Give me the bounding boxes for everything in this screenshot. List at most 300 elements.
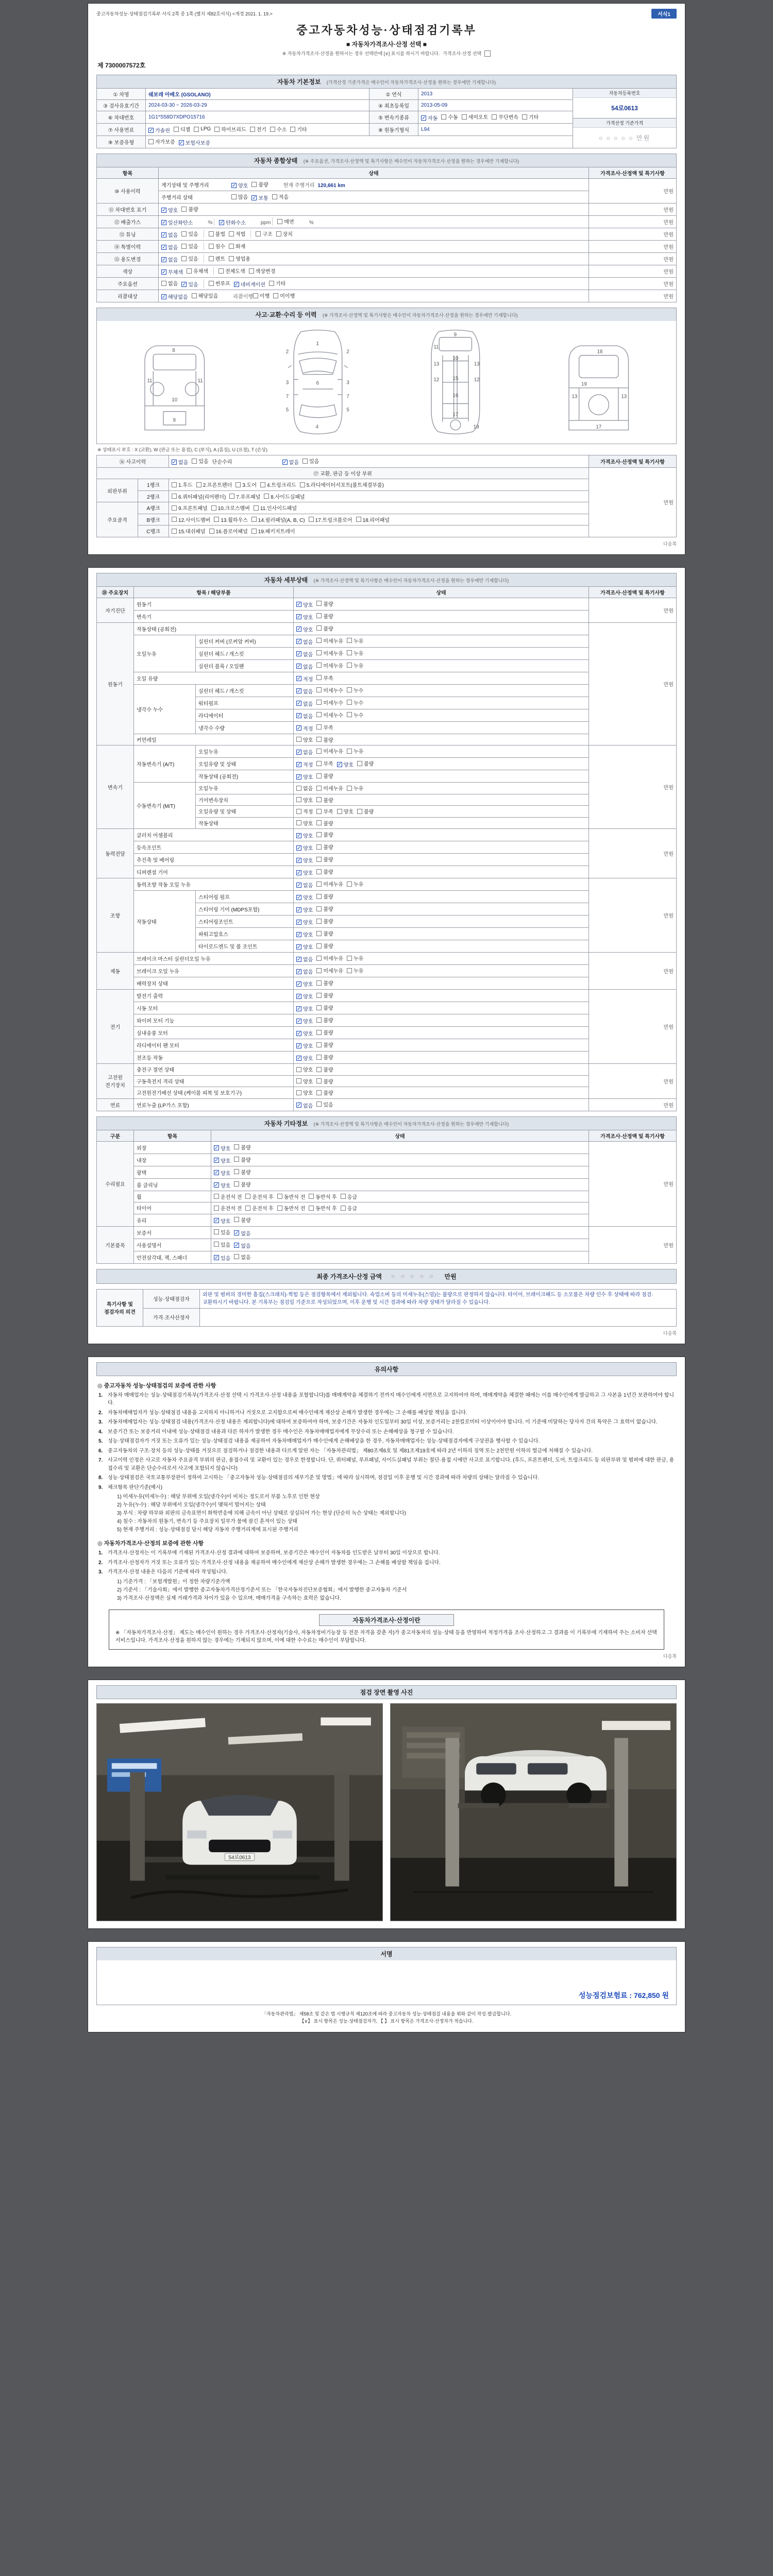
rank-items (169, 514, 589, 526)
checkbox-unchecked[interactable] (316, 1089, 333, 1096)
checkbox-unchecked[interactable] (174, 125, 190, 133)
checkbox-box (347, 956, 352, 961)
notice-item (98, 1392, 675, 1408)
checkbox-unchecked[interactable] (316, 819, 333, 827)
checkbox-label: 양호 (303, 858, 313, 864)
table-row (97, 990, 677, 1002)
checkbox-unchecked[interactable] (309, 1193, 337, 1200)
checkbox-unchecked[interactable] (316, 796, 333, 804)
misc-item: 외장 (134, 1141, 211, 1154)
checkbox-checked[interactable] (214, 1254, 230, 1262)
notice-item (98, 1428, 675, 1436)
checkbox-unchecked[interactable] (316, 736, 333, 743)
checkbox-unchecked[interactable] (181, 205, 198, 213)
inline-note: ppm (260, 219, 271, 226)
checkbox-box (192, 293, 197, 298)
notice-text: 성능·상태점검자가 거짓 또는 오류가 있는 성능·상태점검 내용을 제공하여 자동차매매업자가 매수인에게 손해배상을 한 경우, 자동차매매업자는 성능·상태점검자에게 구상권을 행사할 수 있습니다. (108, 1438, 540, 1444)
checkbox-unchecked[interactable] (269, 279, 285, 287)
checkbox-label: 양호 (221, 1146, 231, 1152)
state-cell (211, 1191, 589, 1202)
checkbox-unchecked[interactable] (341, 1204, 357, 1212)
checkbox-checked[interactable] (296, 675, 313, 683)
checkbox-checked[interactable] (296, 1054, 313, 1062)
device-label: 동력전달 (97, 829, 134, 878)
checkbox-box: ✓ (214, 1158, 219, 1163)
checkbox-unchecked[interactable] (229, 242, 245, 250)
final-price-band (96, 1269, 677, 1284)
checkbox-unchecked[interactable] (234, 1216, 250, 1224)
checkbox-unchecked[interactable] (316, 686, 343, 694)
state-cell (294, 659, 589, 672)
checkbox-checked[interactable] (296, 712, 313, 720)
checkbox-unchecked[interactable] (316, 699, 343, 706)
notice-number: 1. (98, 1392, 103, 1398)
state-cell (211, 1154, 589, 1166)
signature-area[interactable] (96, 1960, 677, 2005)
checkbox-unchecked[interactable] (316, 967, 343, 974)
option-group (296, 600, 337, 608)
checkbox-checked[interactable] (231, 181, 248, 189)
checkbox-unchecked[interactable] (296, 784, 313, 792)
checkbox-label: 양호 (303, 1007, 313, 1012)
checkbox-checked[interactable] (214, 1217, 230, 1225)
checkbox-unchecked[interactable] (316, 759, 333, 767)
checkbox-unchecked[interactable] (347, 784, 363, 792)
checkbox-unchecked[interactable] (229, 493, 260, 500)
checkbox-unchecked[interactable] (181, 242, 198, 250)
checkbox-unchecked[interactable] (347, 686, 363, 694)
checkbox-unchecked[interactable] (296, 796, 313, 804)
rank-items (169, 490, 589, 502)
checkbox-unchecked[interactable] (209, 242, 225, 250)
checkbox-checked[interactable] (296, 663, 313, 670)
checkbox-unchecked[interactable] (172, 516, 210, 523)
checkbox-unchecked[interactable] (337, 807, 354, 815)
checkbox-checked[interactable] (161, 206, 178, 214)
checkbox-unchecked[interactable] (316, 807, 333, 815)
checkbox-checked[interactable] (161, 243, 178, 251)
checkbox-unchecked[interactable] (214, 125, 246, 133)
checkbox-label: LPG (200, 126, 211, 132)
checkbox-checked[interactable] (296, 638, 313, 646)
checkbox-unchecked[interactable] (251, 516, 305, 523)
checkbox-checked[interactable] (296, 918, 313, 926)
checkbox-unchecked[interactable] (209, 279, 230, 287)
state-cell (294, 745, 589, 758)
checkbox-unchecked[interactable] (357, 759, 374, 767)
checkbox-unchecked[interactable] (254, 504, 297, 512)
checkbox-checked[interactable] (296, 1101, 313, 1109)
checkbox-unchecked[interactable] (347, 662, 363, 669)
checkbox-unchecked[interactable] (316, 917, 333, 925)
checkbox-box (209, 529, 214, 534)
checkbox-unchecked[interactable] (316, 674, 333, 682)
misc-header-state: 상태 (211, 1130, 589, 1141)
checkbox-label: 있음 (188, 282, 198, 288)
svg-text:7: 7 (346, 394, 349, 400)
checkbox-unchecked[interactable] (234, 1180, 250, 1188)
checkbox-unchecked[interactable] (192, 292, 219, 299)
checkbox-unchecked[interactable] (209, 255, 225, 262)
photo-front-svg (97, 1704, 382, 1921)
checkbox-unchecked[interactable] (219, 267, 245, 275)
checkbox-checked[interactable] (296, 955, 313, 963)
checkbox-label: 부족 (323, 725, 333, 731)
checkbox-checked[interactable] (296, 943, 313, 951)
checkbox-unchecked[interactable] (296, 1077, 313, 1085)
checkbox-box (211, 505, 216, 511)
checkbox-checked[interactable] (296, 1042, 313, 1049)
checkbox-unchecked[interactable] (316, 600, 333, 607)
checkbox-checked[interactable] (214, 1181, 230, 1189)
checkbox-unchecked[interactable] (273, 292, 295, 299)
checkbox-unchecked[interactable] (316, 637, 343, 645)
checkbox-unchecked[interactable] (316, 1065, 333, 1073)
checkbox-box (214, 1229, 219, 1234)
checkbox-unchecked[interactable] (245, 1193, 273, 1200)
checkbox-unchecked[interactable] (161, 279, 178, 287)
checkbox-checked[interactable] (296, 869, 313, 876)
checkbox-unchecked[interactable] (356, 516, 390, 523)
checkbox-unchecked[interactable] (316, 905, 333, 912)
checkbox-checked[interactable] (296, 968, 313, 975)
checkbox-unchecked[interactable] (316, 784, 343, 792)
checkbox-unchecked[interactable] (316, 979, 333, 987)
checkbox-checked[interactable] (161, 293, 188, 300)
checkbox-unchecked[interactable] (347, 880, 363, 888)
checkbox-unchecked[interactable] (270, 125, 287, 133)
checkbox-box: ✓ (297, 894, 301, 901)
checkbox-unchecked[interactable] (316, 868, 333, 875)
checkbox-unchecked[interactable] (192, 457, 208, 465)
checkbox-unchecked[interactable] (277, 1204, 305, 1212)
checkbox-checked[interactable] (296, 773, 313, 781)
checkbox-unchecked[interactable] (347, 954, 363, 962)
checkbox-checked[interactable] (219, 218, 246, 226)
checkbox-label: 없음 (303, 701, 313, 707)
reg-no-cell (573, 89, 676, 118)
checkbox-unchecked[interactable] (296, 1065, 313, 1073)
state-cell (294, 1027, 589, 1039)
checkbox-label: 미세누유 (323, 749, 343, 755)
checkbox-unchecked[interactable] (347, 637, 363, 645)
checkbox-unchecked[interactable] (300, 481, 384, 488)
checkbox-checked[interactable] (251, 194, 268, 201)
checkbox-checked[interactable] (296, 650, 313, 658)
option-group (296, 747, 367, 756)
doc-number-suffix: 호 (139, 62, 146, 69)
checkbox-box (522, 114, 527, 120)
option-group (214, 1241, 255, 1249)
checkbox-unchecked[interactable] (316, 843, 333, 851)
checkbox-unchecked[interactable] (316, 723, 333, 731)
checkbox-box (251, 529, 257, 534)
checkbox-checked[interactable] (296, 700, 313, 707)
checkbox-unchecked[interactable] (214, 516, 248, 523)
checkbox-unchecked[interactable] (209, 230, 225, 238)
checkbox-unchecked[interactable] (231, 193, 248, 200)
state-cell (294, 990, 589, 1002)
checkbox-unchecked[interactable] (214, 1193, 242, 1200)
checkbox-checked[interactable] (296, 1029, 313, 1037)
checkbox-checked[interactable] (234, 280, 265, 288)
checkbox-unchecked[interactable] (296, 819, 313, 827)
state-cell (159, 265, 589, 278)
checkbox-unchecked[interactable] (209, 527, 248, 535)
checkbox-checked[interactable] (161, 231, 178, 239)
checkbox-unchecked[interactable] (196, 481, 232, 488)
checkbox-box: ✓ (149, 127, 154, 133)
checkbox-unchecked[interactable] (296, 736, 313, 743)
checkbox-unchecked[interactable] (276, 230, 293, 238)
checkbox-label: 있음 (188, 244, 198, 250)
checkbox-unchecked[interactable] (492, 113, 518, 121)
notice-subitem: 5) 현재 주행거리 : 성능·상태점검 당시 해당 자동차 주행거리계에 표시된 주행거리 (117, 1527, 298, 1533)
checkbox-box: ✓ (297, 1055, 301, 1061)
vin-value: 1G1*S58D7XDPO15716 (146, 111, 369, 124)
checkbox-checked[interactable] (421, 114, 438, 122)
checkbox-unchecked[interactable] (260, 481, 296, 488)
checkbox-label: 기타 (297, 127, 307, 133)
svg-text:11: 11 (197, 378, 203, 384)
checkbox-checked[interactable] (282, 458, 299, 466)
checkbox-unchecked[interactable] (277, 1193, 305, 1200)
notice-text: 보증기간 또는 보증거리 이내에 성능·상태점검 내용과 다른 하자가 발생한 경우 매수인은 자동차매매업자에게 무상수리 또는 손해배상을 청구할 수 있습니다. (108, 1429, 454, 1435)
checkbox-checked[interactable] (296, 893, 313, 901)
checkbox-checked[interactable] (296, 980, 313, 988)
section-misc-title: 자동차 기타정보 (264, 1120, 308, 1127)
checkbox-unchecked[interactable] (250, 125, 266, 133)
checkbox-unchecked[interactable] (347, 649, 363, 657)
checkbox-unchecked[interactable] (181, 230, 198, 238)
checkbox-unchecked[interactable] (316, 1016, 333, 1024)
option-group (204, 279, 290, 288)
checkbox-box (250, 127, 255, 132)
checkbox-unchecked[interactable] (316, 624, 333, 632)
checkbox-unchecked[interactable] (264, 493, 305, 500)
checkbox-unchecked[interactable] (316, 929, 333, 937)
checkbox-checked[interactable] (296, 856, 313, 864)
checkbox-unchecked[interactable] (296, 1089, 313, 1096)
checkbox-checked[interactable] (234, 1229, 250, 1237)
checkbox-unchecked[interactable] (316, 1004, 333, 1011)
checkbox-checked[interactable] (296, 613, 313, 621)
checkbox-label: 운전석 전 (221, 1206, 242, 1212)
section-basic-note: (가격산정 기준가격은 매수인이 자동차가격조사·산정을 원하는 경우에만 기재합니다) (326, 80, 496, 85)
section-basic-header (96, 75, 677, 88)
checkbox-unchecked[interactable] (347, 967, 363, 974)
checkbox-unchecked[interactable] (172, 493, 226, 500)
checkbox-box (316, 797, 322, 802)
checkbox-unchecked[interactable] (316, 747, 343, 755)
checkbox-checked[interactable] (234, 1242, 250, 1249)
checkbox-unchecked[interactable] (256, 230, 272, 238)
checkbox-unchecked[interactable] (251, 180, 268, 188)
checkbox-checked[interactable] (161, 256, 178, 263)
checkbox-checked[interactable] (214, 1144, 230, 1152)
checkbox-unchecked[interactable] (172, 481, 193, 488)
table-row (97, 216, 677, 228)
checkbox-unchecked[interactable] (309, 1204, 337, 1212)
device-item: 연료누출 (LP가스 포함) (134, 1098, 294, 1111)
checkbox-label: 불량 (323, 821, 333, 827)
checkbox-checked[interactable] (337, 760, 354, 768)
checkbox-unchecked[interactable] (316, 1053, 333, 1061)
checkbox-label: 운전석 후 (252, 1194, 274, 1200)
checkbox-unchecked[interactable] (272, 193, 289, 200)
checkbox-checked[interactable] (296, 1005, 313, 1012)
checkbox-unchecked[interactable] (277, 217, 294, 225)
notice-item (98, 1409, 675, 1417)
option-group (296, 819, 337, 827)
device-subitem: 오일누유 (196, 745, 294, 758)
checkbox-checked[interactable] (296, 930, 313, 938)
checkbox-checked[interactable] (296, 724, 313, 732)
checkbox-box: ✓ (422, 115, 426, 121)
checkbox-unchecked[interactable] (316, 954, 343, 962)
device-item: 커먼레일 (134, 734, 294, 745)
checkbox-checked[interactable] (214, 1169, 230, 1177)
option-group (272, 217, 313, 226)
checkbox-box (229, 244, 234, 249)
misc-item: 보증서 (134, 1226, 211, 1239)
checkbox-label: 디젤 (180, 127, 191, 133)
checkbox-unchecked[interactable] (234, 1253, 250, 1261)
checkbox-unchecked[interactable] (316, 711, 343, 719)
checkbox-unchecked[interactable] (316, 1041, 333, 1048)
checkbox-unchecked[interactable] (214, 1228, 230, 1236)
checkbox-checked[interactable] (296, 906, 313, 913)
checkbox-label: 없음 (241, 1231, 251, 1237)
checkbox-unchecked[interactable] (462, 113, 489, 121)
checkbox-unchecked[interactable] (194, 126, 211, 132)
checkbox-unchecked[interactable] (316, 855, 333, 863)
checkbox-unchecked[interactable] (341, 1193, 357, 1200)
checkbox-unchecked[interactable] (309, 516, 352, 523)
checkbox-unchecked[interactable] (316, 772, 333, 779)
row-label: 색상 (97, 265, 159, 278)
state-cell (294, 878, 589, 891)
checkbox-unchecked[interactable] (187, 267, 208, 275)
checkbox-unchecked[interactable] (172, 527, 206, 535)
checkbox-unchecked[interactable] (229, 255, 250, 262)
checkbox-unchecked[interactable] (290, 125, 307, 133)
checkbox-checked[interactable] (296, 992, 313, 1000)
checkbox-checked[interactable] (296, 832, 313, 839)
checkbox-box (316, 663, 322, 668)
checkbox-unchecked[interactable] (234, 1143, 250, 1151)
checkbox-checked[interactable] (296, 601, 313, 608)
checkbox-unchecked[interactable] (249, 267, 276, 275)
checkbox-checked[interactable] (296, 1017, 313, 1025)
checkbox-unchecked[interactable] (245, 1204, 273, 1212)
checkbox-box (316, 761, 322, 766)
device-label: 변속기 (97, 745, 134, 829)
section-notices-title: 유의사항 (374, 1365, 399, 1373)
device-item: 시동 모터 (134, 1002, 294, 1014)
checkbox-unchecked[interactable] (357, 807, 374, 815)
checkbox-checked[interactable] (296, 748, 313, 756)
notices-sub2: ◎ 자동차가격조사·산정의 보증에 관한 사항 (97, 1540, 204, 1547)
checkbox-checked[interactable] (181, 280, 198, 288)
checkbox-unchecked[interactable] (234, 1156, 250, 1163)
checkbox-unchecked[interactable] (316, 662, 343, 669)
panel-part-label: 주요골격 (97, 502, 138, 537)
svg-text:1: 1 (316, 341, 319, 347)
checkbox-checked[interactable] (179, 139, 210, 146)
checkbox-checked[interactable] (161, 218, 193, 226)
checkbox-unchecked[interactable] (347, 711, 363, 719)
checkbox-unchecked[interactable] (214, 1204, 242, 1212)
checkbox-unchecked[interactable] (316, 892, 333, 900)
checkbox-label: 16.플로어패널 (215, 529, 248, 535)
checkbox-unchecked[interactable] (316, 942, 333, 950)
checkbox-checked[interactable] (172, 458, 188, 466)
checkbox-unchecked[interactable] (251, 527, 295, 535)
checkbox-checked[interactable] (161, 268, 183, 276)
checkbox-unchecked[interactable] (316, 991, 333, 999)
table-row (97, 1064, 677, 1076)
checkbox-unchecked[interactable] (303, 457, 319, 465)
device-label: 조향 (97, 878, 134, 953)
checkbox-unchecked[interactable] (316, 831, 333, 838)
checkbox-unchecked[interactable] (211, 504, 250, 512)
misc-header-group: 구분 (97, 1130, 134, 1141)
checkbox-checked[interactable] (296, 760, 313, 768)
checkbox-unchecked[interactable] (316, 649, 343, 657)
device-item: 발전기 출력 (134, 990, 294, 1002)
checkbox-unchecked[interactable] (172, 504, 208, 512)
checkbox-label: 양호 (303, 945, 313, 951)
checkbox-label: 8.사이드실패널 (271, 494, 305, 500)
option-group (296, 699, 367, 707)
checkbox-unchecked[interactable] (441, 113, 458, 121)
checkbox-box: ✓ (297, 688, 301, 694)
checkbox-unchecked[interactable] (253, 292, 270, 299)
checkbox-unchecked[interactable] (316, 1077, 333, 1085)
checkbox-unchecked[interactable] (347, 747, 363, 755)
checkbox-checked[interactable] (148, 126, 170, 134)
device-subitem: 타이로드엔드 및 볼 조인트 (196, 940, 294, 953)
checkbox-unchecked[interactable] (148, 138, 175, 145)
checkbox-unchecked[interactable] (316, 1100, 333, 1108)
checkbox-unchecked[interactable] (316, 1028, 333, 1036)
notice-number: 3. (98, 1569, 103, 1575)
checkbox-unchecked[interactable] (234, 1168, 250, 1176)
row-label: ⑬ 튜닝 (97, 228, 159, 241)
checkbox-checked[interactable] (296, 687, 313, 695)
checkbox-unchecked[interactable] (522, 113, 539, 121)
checkbox-unchecked[interactable] (236, 481, 257, 488)
checkbox-label: 불량 (323, 1006, 333, 1011)
checkbox-unchecked[interactable] (316, 880, 343, 888)
checkbox-unchecked[interactable] (229, 230, 245, 238)
checkbox-checked[interactable] (296, 881, 313, 889)
table-row (97, 829, 677, 841)
checkbox-checked[interactable] (296, 625, 313, 633)
transmission-label: ⑤ 변속기종류 (369, 111, 418, 124)
checkbox-unchecked[interactable] (214, 1241, 230, 1248)
checkbox-unchecked[interactable] (181, 255, 198, 262)
checkbox-unchecked[interactable] (347, 699, 363, 706)
checkbox-checked[interactable] (296, 844, 313, 852)
year-label: ② 연식 (369, 89, 418, 100)
checkbox-checked[interactable] (214, 1157, 230, 1164)
checkbox-unchecked[interactable] (296, 807, 313, 815)
price-select-checkbox[interactable] (484, 50, 491, 57)
checkbox-unchecked[interactable] (316, 612, 333, 620)
photo-plate-text: 54로0613 (228, 1854, 251, 1860)
